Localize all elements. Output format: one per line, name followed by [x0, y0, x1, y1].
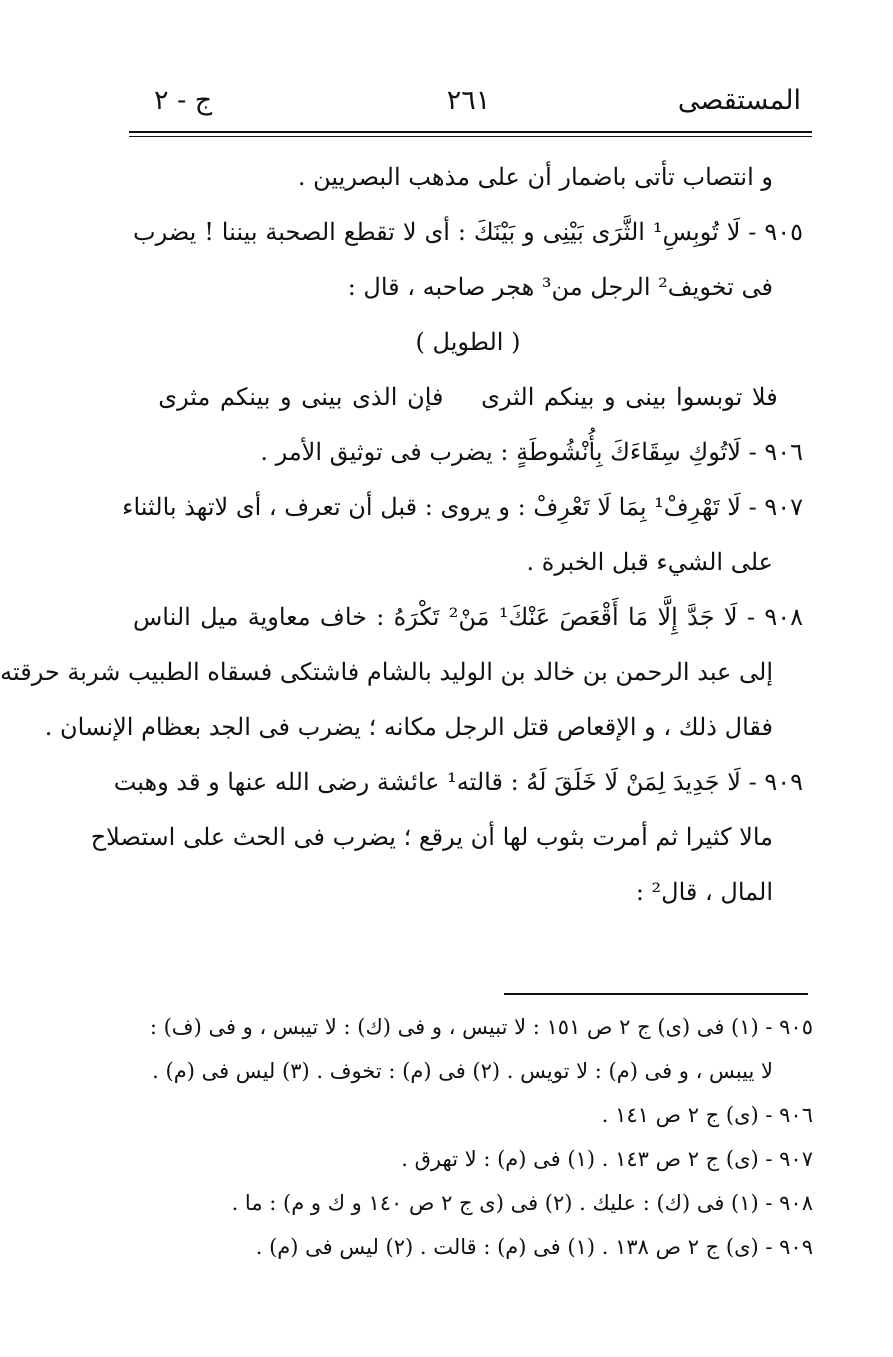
text-line: المال ، قال² : [635, 878, 773, 906]
footnote-line: لا ييبس ، و فى (م) : لا تويس . (٢) فى (م) : تخوف . (٣) ليس فى (م) . [152, 1059, 773, 1083]
text-line: على الشيء قبل الخبرة . [526, 548, 773, 576]
volume-label: ج - ٢ [154, 85, 213, 116]
footnote-separator [504, 993, 808, 995]
text-line: و انتصاب تأتى باضمار أن على مذهب البصريين . [297, 163, 773, 191]
entry-905-line: ٩٠٥ - لَا تُوبِسِ¹ الثَّرَى بَيْنِى و بَيْنَكَ : أى لا تقطع الصحبة بيننا ! يضرب [133, 218, 803, 246]
footnote-line: ٩٠٥ - (١) فى (ى) ج ٢ ص ١٥١ : لا تبيس ، و فى (ك) : لا تيبس ، و فى (ف) : [149, 1015, 813, 1039]
main-text [0, 150, 803, 920]
text-line: فى تخويف² الرجل من³ هجر صاحبه ، قال : [347, 273, 773, 301]
page-number: ٢٦١ [446, 85, 491, 116]
header-rule-thick [129, 131, 812, 133]
entry-909-line: ٩٠٩ - لَا جَدِيدَ لِمَنْ لَا خَلَقَ لَهُ : قالته¹ عائشة رضى الله عنها و قد وهبت [113, 768, 803, 796]
footnotes [123, 1005, 813, 1269]
footnote-line: ٩٠٩ - (ى) ج ٢ ص ١٣٨ . (١) فى (م) : قالت . (٢) ليس فى (م) . [255, 1235, 813, 1259]
verse-first-hemistich: فلا توبسوا بينى و بينكم الثرى [481, 383, 778, 411]
meter-label: ( الطويل ) [415, 328, 521, 356]
entry-906-line: ٩٠٦ - لَاتُوكِ سِقَاءَكَ بِأُنْشُوطَةٍ : يضرب فى توثيق الأمر . [260, 438, 803, 466]
verse-second-hemistich: فإن الذى بينى و بينكم مثرى [158, 383, 444, 411]
header-rule-thin [129, 136, 812, 137]
text-line: فقال ذلك ، و الإقعاص قتل الرجل مكانه ؛ يضرب فى الجد بعظام الإنسان . [44, 713, 773, 741]
footnote-line: ٩٠٨ - (١) فى (ك) : عليك . (٢) فى (ى ج ٢ ص ١٤٠ و ك و م) : ما . [231, 1191, 813, 1215]
entry-907-line: ٩٠٧ - لَا تَهْرِفْ¹ بِمَا لَا تَعْرِفْ : و يروى : قبل أن تعرف ، أى لاتهذ بالثناء [122, 493, 803, 521]
poem-verse [133, 370, 803, 425]
running-title: المستقصى [677, 85, 801, 116]
entry-908-line: ٩٠٨ - لَا جَدَّ إِلَّا مَا أَقْعَصَ عَنْكَ¹ مَنْ² تَكْرَهُ : خاف معاوية ميل الناس [133, 603, 803, 631]
text-line: إلى عبد الرحمن بن خالد بن الوليد بالشام فاشتكى فسقاه الطبيب شربة حرقته [0, 658, 773, 686]
footnote-line: ٩٠٦ - (ى) ج ٢ ص ١٤١ . [601, 1103, 813, 1127]
footnote-line: ٩٠٧ - (ى) ج ٢ ص ١٤٣ . (١) فى (م) : لا تهرق . [401, 1147, 813, 1171]
text-line: مالا كثيرا ثم أمرت بثوب لها أن يرقع ؛ يضرب فى الحث على استصلاح [90, 823, 773, 851]
